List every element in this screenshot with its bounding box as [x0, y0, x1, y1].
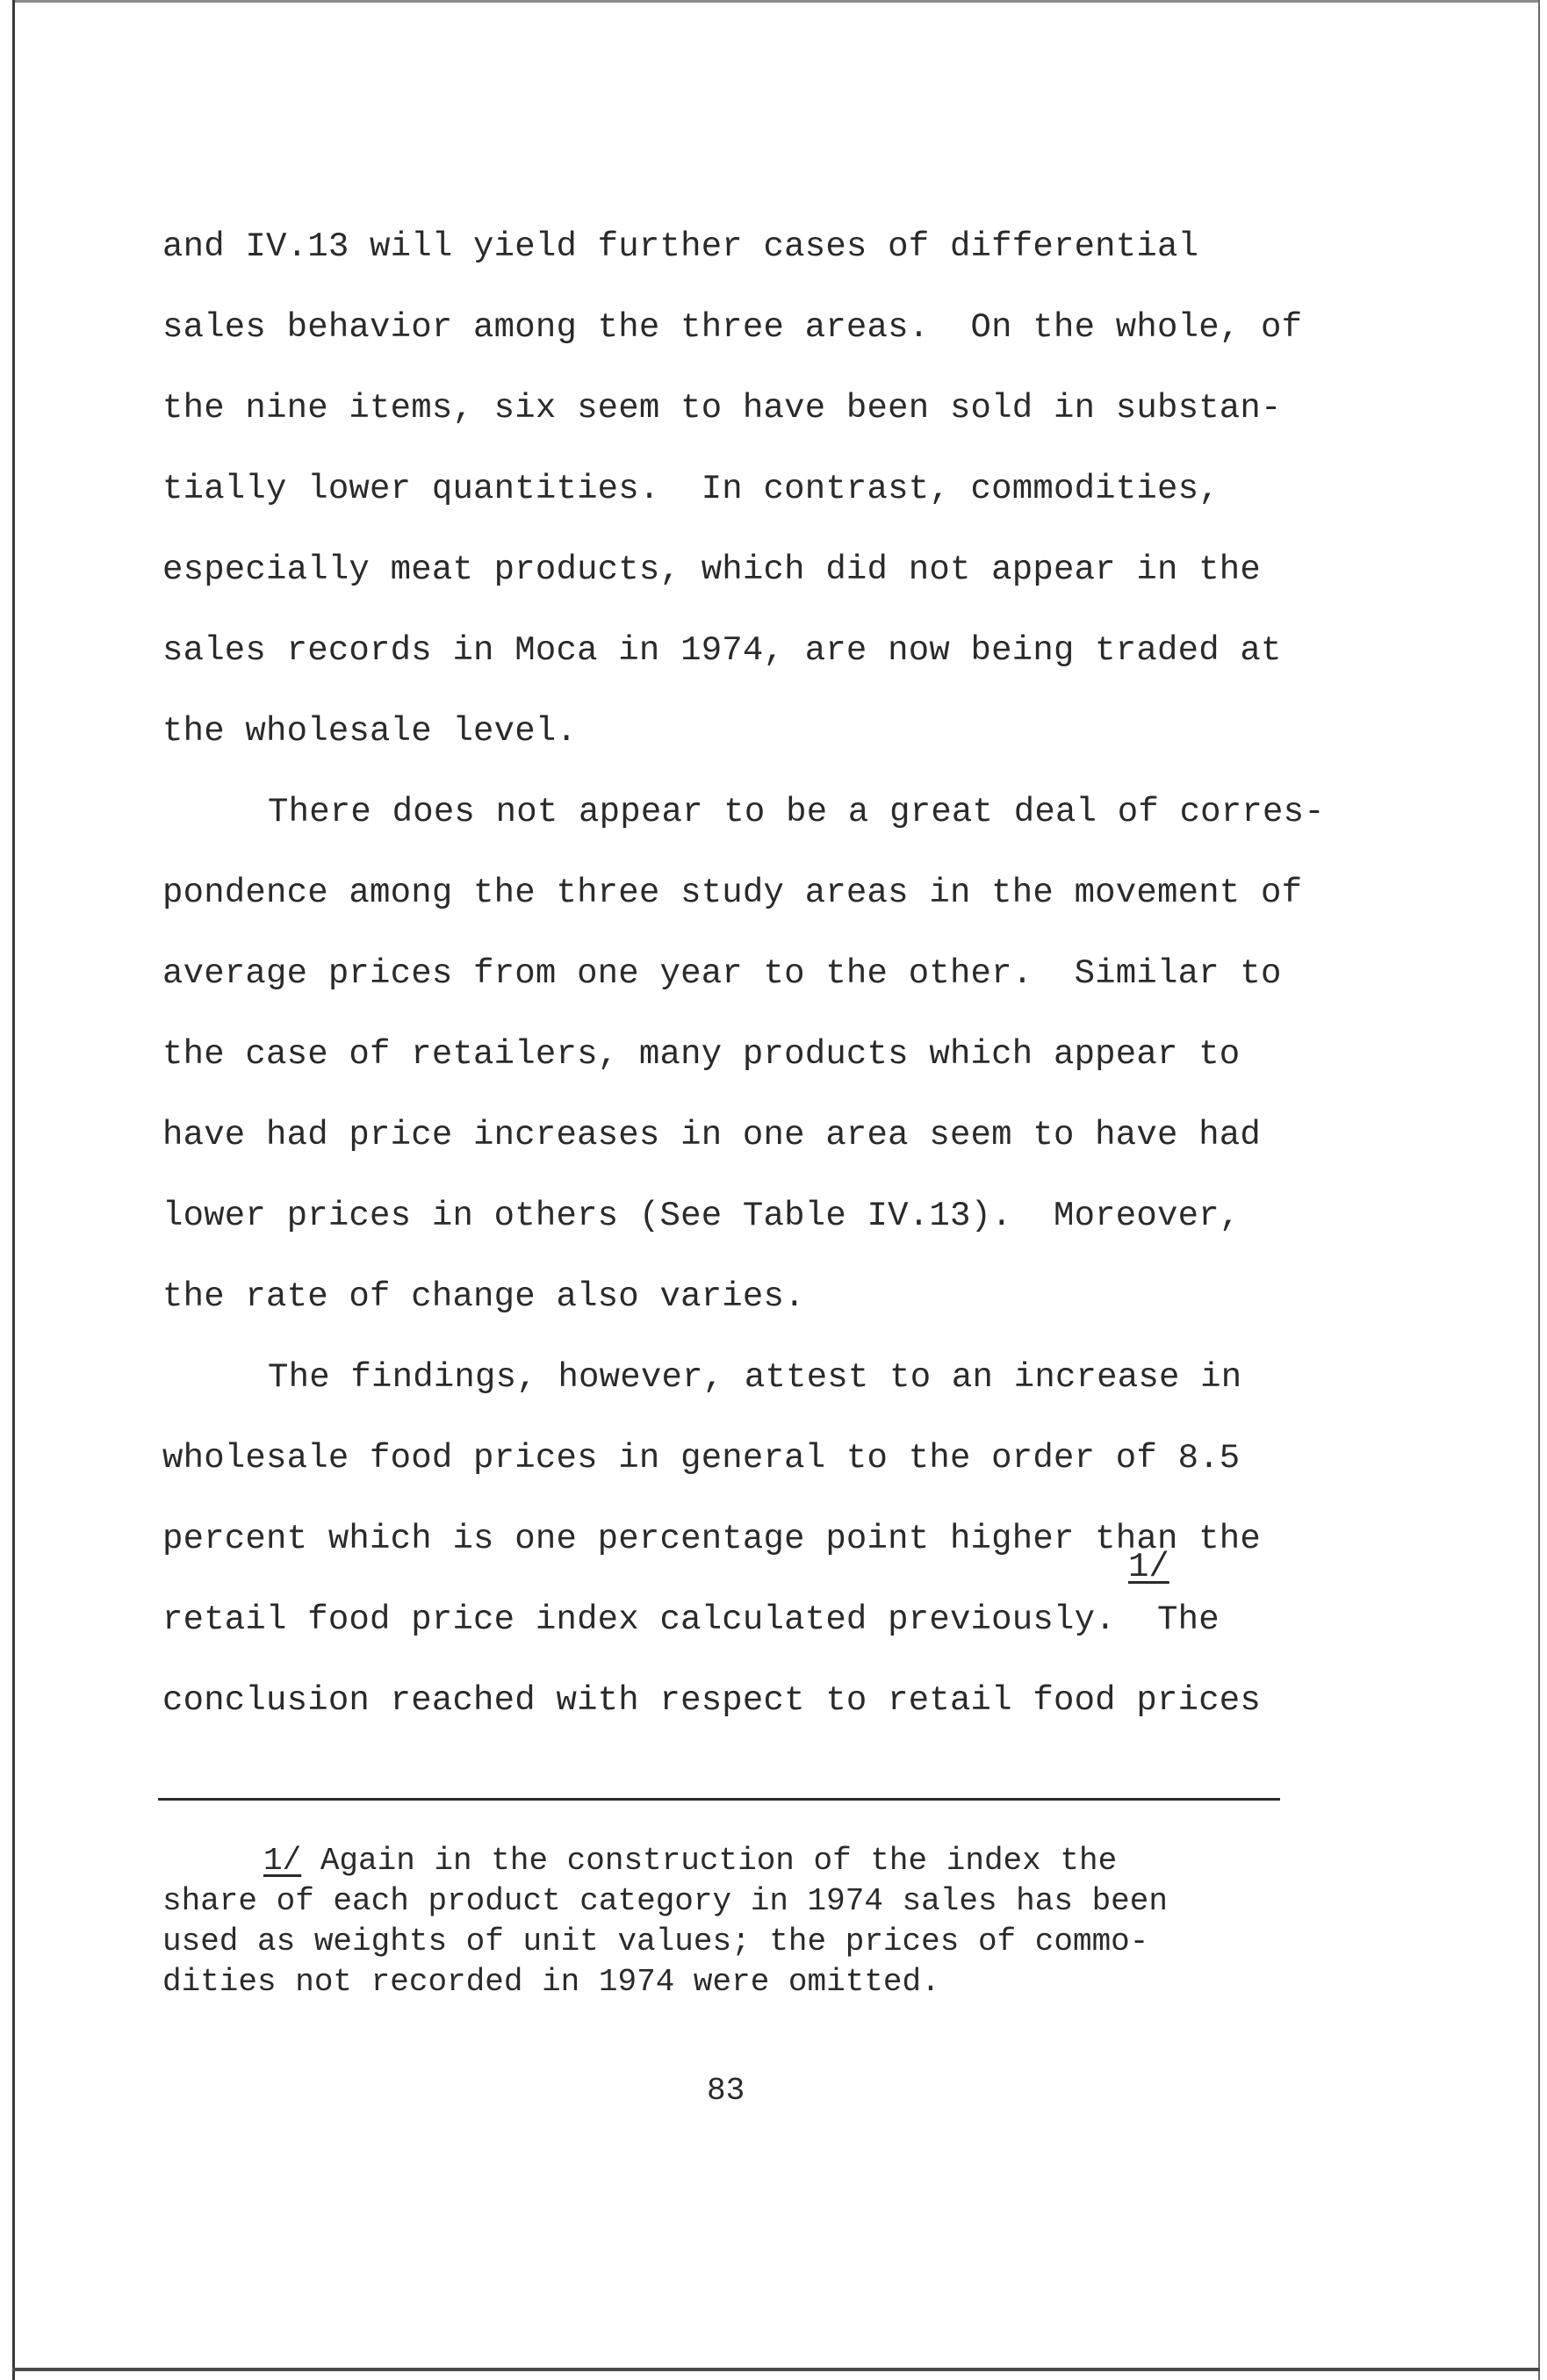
page-edge-top — [12, 0, 1540, 3]
body-line: sales records in Moca in 1974, are now being traded at — [162, 631, 1282, 670]
body-line: the wholesale level. — [162, 712, 578, 751]
body-line: the rate of change also varies. — [162, 1277, 805, 1316]
footnote-marker: 1/ — [263, 1843, 302, 1879]
page-edge-left — [12, 0, 15, 2380]
body-line: pondence among the three study areas in the movement of — [162, 874, 1303, 912]
body-line: lower prices in others (See Table IV.13). Moreover, — [162, 1197, 1241, 1235]
body-line: the nine items, six seem to have been sold in substan- — [162, 389, 1282, 428]
body-line: conclusion reached with respect to retail food prices — [162, 1681, 1262, 1720]
page-edge-bottom — [12, 2368, 1540, 2371]
body-line: have had price increases in one area seem to have had — [162, 1116, 1262, 1154]
body-line: The findings, however, attest to an increase in — [268, 1358, 1242, 1397]
page-number: 83 — [707, 2073, 745, 2109]
body-line: especially meat products, which did not appear in the — [162, 550, 1262, 589]
page-edge-right — [1538, 0, 1540, 2380]
body-line: average prices from one year to the other. Similar to — [162, 954, 1282, 993]
footnote-line: dities not recorded in 1974 were omitted. — [162, 1964, 940, 2000]
footnote-reference: 1/ — [1128, 1548, 1169, 1586]
body-line: retail food price index calculated previously. The — [162, 1600, 1220, 1639]
footnote-line: used as weights of unit values; the prices of commo- — [162, 1923, 1149, 1959]
body-line: and IV.13 will yield further cases of differential — [162, 227, 1199, 266]
body-line: tially lower quantities. In contrast, commodities, — [162, 470, 1220, 508]
body-line: percent which is one percentage point higher than the — [162, 1520, 1262, 1558]
body-line: wholesale food prices in general to the order of 8.5 — [162, 1439, 1241, 1478]
footnote-divider — [158, 1798, 1280, 1801]
body-line: sales behavior among the three areas. On the whole, of — [162, 308, 1303, 347]
body-line: There does not appear to be a great deal of corres- — [268, 793, 1325, 831]
body-line: the case of retailers, many products which appear to — [162, 1035, 1241, 1074]
footnote-line: share of each product category in 1974 sales has been — [162, 1883, 1168, 1919]
footnote-line: 1/ Again in the construction of the index the — [263, 1843, 1118, 1879]
